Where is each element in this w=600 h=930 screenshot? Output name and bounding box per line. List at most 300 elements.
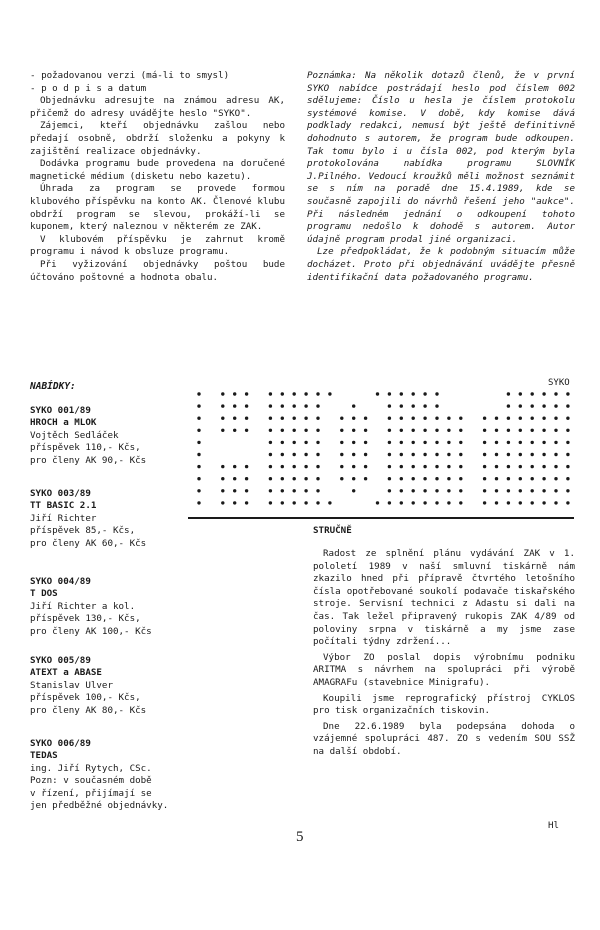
banner-dot xyxy=(459,441,462,444)
banner-dot xyxy=(435,465,438,468)
page-number: 5 xyxy=(296,829,304,845)
banner-dot xyxy=(495,417,498,420)
offer-item xyxy=(30,576,190,638)
dot-matrix-banner xyxy=(194,389,576,511)
banner-dot xyxy=(435,441,438,444)
banner-dot xyxy=(293,441,296,444)
banner-dot xyxy=(495,501,498,504)
banner-dot xyxy=(531,465,534,468)
banner-dot xyxy=(304,417,307,420)
banner-dot xyxy=(364,429,367,432)
banner-dot xyxy=(447,417,450,420)
banner-dot xyxy=(531,453,534,456)
banner-dot xyxy=(483,465,486,468)
banner-label: SYKO xyxy=(548,378,570,388)
banner-dot xyxy=(269,392,272,395)
banner-dot xyxy=(554,417,557,420)
banner-dot xyxy=(388,392,391,395)
banner-dot xyxy=(423,477,426,480)
paragraph: Zájemci, kteří objednávku zašlou nebo předají osobně, obdrží složenku a pokyny k zajištění realizace objednávky. xyxy=(30,120,285,157)
paragraph: Radost ze splnění plánu vydávání ZAK v 1. pololetí 1989 v naší smluvní tiskárně nám zkazilo hned při přípravě čtvrtého letošního čísla opotřebované soukolí podavače tiskařského stroje. Servisní technici z Adastu si dali na čas. Tak ležel připravený rukopis ZAK 4/89 od poloviny srpna v tiskárně a my jsme zase počítali týdny zdržení... xyxy=(313,548,575,648)
banner-dot xyxy=(269,417,272,420)
banner-dot xyxy=(328,501,331,504)
banner-dot xyxy=(269,501,272,504)
banner-dot xyxy=(542,489,545,492)
offer-name: ATEXT a ABASE xyxy=(30,667,102,679)
banner-dot xyxy=(245,417,248,420)
banner-dot xyxy=(400,489,403,492)
banner-dot xyxy=(304,501,307,504)
banner-dot xyxy=(197,429,200,432)
offer-item xyxy=(30,405,190,467)
banner-dot xyxy=(423,404,426,407)
banner-dot xyxy=(245,489,248,492)
banner-dot xyxy=(221,477,224,480)
offer-code: SYKO 005/89 xyxy=(30,655,91,666)
banner-dot xyxy=(566,501,569,504)
banner-dot xyxy=(495,429,498,432)
banner-dot xyxy=(542,404,545,407)
banner-dot xyxy=(269,453,272,456)
paragraph: Koupili jsme reprografický přístroj CYKLOS pro tisk organizačních tiskovin. xyxy=(313,692,575,717)
banner-dot xyxy=(304,441,307,444)
banner-dot xyxy=(554,465,557,468)
banner-dot xyxy=(316,441,319,444)
banner-dot xyxy=(542,392,545,395)
banner-dot xyxy=(447,477,450,480)
banner-dot xyxy=(245,404,248,407)
banner-dot xyxy=(554,489,557,492)
banner-dot xyxy=(412,429,415,432)
banner-dot xyxy=(507,429,510,432)
banner-dot xyxy=(304,404,307,407)
offer-item xyxy=(30,738,190,812)
banner-dot xyxy=(340,477,343,480)
banner-dot xyxy=(197,465,200,468)
banner-dot xyxy=(519,477,522,480)
banner-dot xyxy=(435,429,438,432)
banner-dot xyxy=(352,465,355,468)
banner-dot xyxy=(435,489,438,492)
section-heading: STRUČNĚ xyxy=(313,525,352,536)
offer-item xyxy=(30,655,190,717)
banner-dot xyxy=(269,477,272,480)
banner-dot xyxy=(269,441,272,444)
banner-dot xyxy=(197,453,200,456)
banner-dot xyxy=(435,392,438,395)
offer-line: pro členy AK 100,- Kčs xyxy=(30,625,152,637)
banner-dot xyxy=(447,453,450,456)
banner-dot xyxy=(400,404,403,407)
paragraph: Objednávku adresujte na známou adresu AK, přičemž do adresy uvádějte heslo "SYKO". xyxy=(30,95,285,119)
banner-dot xyxy=(293,429,296,432)
banner-dot xyxy=(197,501,200,504)
banner-dot xyxy=(483,441,486,444)
banner-dot xyxy=(412,477,415,480)
banner-dot xyxy=(542,429,545,432)
banner-dot xyxy=(269,404,272,407)
banner-dot xyxy=(542,501,545,504)
banner-dot xyxy=(554,477,557,480)
banner-dot xyxy=(495,453,498,456)
banner-dot xyxy=(507,441,510,444)
offer-item xyxy=(30,488,190,550)
paragraph: Úhrada za program se provede formou klubového příspěvku na konto AK. Členové klubu obdrží program se slevou, prokáží-li se kuponem, který naleznou v některém ze ZAK. xyxy=(30,183,285,233)
banner-dot xyxy=(400,465,403,468)
news-column-text xyxy=(313,548,575,762)
offer-line: pro členy AK 80,- Kčs xyxy=(30,704,147,716)
banner-dot xyxy=(304,489,307,492)
banner-dot xyxy=(531,441,534,444)
banner-dot xyxy=(388,404,391,407)
banner-dot xyxy=(495,441,498,444)
banner-dot xyxy=(233,429,236,432)
banner-dot xyxy=(483,417,486,420)
banner-dot xyxy=(423,453,426,456)
banner-dot xyxy=(483,489,486,492)
banner-dot xyxy=(364,417,367,420)
banner-dot xyxy=(435,417,438,420)
banner-dot xyxy=(459,489,462,492)
paragraph: - požadovanou verzi (má-li to smysl) xyxy=(30,70,230,81)
banner-dot xyxy=(304,392,307,395)
banner-dot xyxy=(507,465,510,468)
banner-dot xyxy=(423,417,426,420)
banner-dot xyxy=(388,465,391,468)
paragraph: Poznámka: Na několik dotazů členů, že v první SYKO nabídce postrádají heslo pod číslem 002 sdělujeme: Číslo u hesla je číslem protokolu systémové komise. V době, kdy komise dává podklady redakci, nemusí být ještě definitivně dohodnuto s autorem, že program bude odkoupen. Tak tomu bylo i u čísla 002, pod kterým byla protokolována nabídka programu SLOVNÍK J.Pilného. Vedoucí kroužků měli možnost seznámit se s ním na poradě dne 15.4.1989, kde se současně zapojili do návrhů řešení jeho "aukce". Při následném jednání o odkoupení tohoto programu nedošlo k dohodě s autorem. Autor údajně program prodal jiné organizaci. xyxy=(307,70,575,245)
banner-dot xyxy=(447,429,450,432)
banner-dot xyxy=(316,453,319,456)
banner-dot xyxy=(388,453,391,456)
banner-dot xyxy=(197,417,200,420)
paragraph: Dne 22.6.1989 byla podepsána dohoda o vzájemné spolupráci 487. ZO s vedením SOU SSŽ na další období. xyxy=(313,720,575,757)
banner-dot xyxy=(531,477,534,480)
offer-line: příspěvek 110,- Kčs, xyxy=(30,442,141,454)
banner-dot xyxy=(293,453,296,456)
banner-dot xyxy=(364,441,367,444)
offer-name: TT BASIC 2.1 xyxy=(30,500,97,512)
banner-dot xyxy=(328,392,331,395)
banner-dot xyxy=(459,429,462,432)
banner-dot xyxy=(352,477,355,480)
banner-dot xyxy=(412,453,415,456)
banner-dot xyxy=(316,429,319,432)
banner-dot xyxy=(554,429,557,432)
banner-dot xyxy=(388,441,391,444)
banner-dot xyxy=(364,477,367,480)
banner-dot xyxy=(423,441,426,444)
banner-dot xyxy=(412,501,415,504)
banner-dot xyxy=(293,465,296,468)
banner-dot xyxy=(340,441,343,444)
banner-dot xyxy=(304,453,307,456)
banner-dot xyxy=(519,429,522,432)
banner-dot xyxy=(566,392,569,395)
banner-dot xyxy=(459,453,462,456)
banner-dot xyxy=(554,501,557,504)
banner-dot xyxy=(388,501,391,504)
banner-dot xyxy=(316,417,319,420)
banner-dot xyxy=(507,404,510,407)
offer-line: pro členy AK 60,- Kčs xyxy=(30,537,147,549)
banner-dot xyxy=(269,489,272,492)
banner-dot xyxy=(233,477,236,480)
banner-dot xyxy=(316,489,319,492)
banner-dot xyxy=(388,477,391,480)
banner-dot xyxy=(221,501,224,504)
banner-dot xyxy=(423,465,426,468)
offer-line: příspěvek 130,- Kčs, xyxy=(30,613,141,625)
banner-dot xyxy=(269,429,272,432)
banner-dot xyxy=(507,477,510,480)
banner-dot xyxy=(566,441,569,444)
banner-dot xyxy=(566,453,569,456)
banner-dot xyxy=(233,489,236,492)
offer-line: jen předběžné objednávky. xyxy=(30,800,169,812)
banner-dot xyxy=(412,404,415,407)
banner-dot xyxy=(507,501,510,504)
banner-dot xyxy=(423,429,426,432)
banner-dot xyxy=(304,429,307,432)
offer-line: Pozn: v současném době xyxy=(30,775,152,787)
banner-dot xyxy=(412,392,415,395)
banner-dot xyxy=(495,465,498,468)
banner-dot xyxy=(281,429,284,432)
banner-dot xyxy=(412,489,415,492)
banner-dot xyxy=(435,477,438,480)
banner-dot xyxy=(340,453,343,456)
offer-line: příspěvek 85,- Kčs, xyxy=(30,525,136,537)
banner-dot xyxy=(281,392,284,395)
paragraph: Dodávka programu bude provedena na doručené magnetické médium (disketu nebo kazetu). xyxy=(30,158,285,182)
banner-dot xyxy=(388,489,391,492)
offer-line: Vojtěch Sedláček xyxy=(30,429,119,441)
banner-dot xyxy=(221,489,224,492)
banner-dot xyxy=(531,417,534,420)
offer-line: Jiří Richter a kol. xyxy=(30,600,136,612)
banner-dot xyxy=(340,429,343,432)
offer-code: SYKO 004/89 xyxy=(30,576,91,587)
banner-dot xyxy=(483,453,486,456)
banner-dot xyxy=(233,392,236,395)
banner-dot xyxy=(507,489,510,492)
banner-dot xyxy=(566,404,569,407)
banner-dot xyxy=(233,417,236,420)
banner-dot xyxy=(412,441,415,444)
banner-dot xyxy=(281,404,284,407)
banner-dot xyxy=(352,441,355,444)
banner-dot xyxy=(495,477,498,480)
banner-dot xyxy=(352,417,355,420)
banner-dot xyxy=(221,429,224,432)
banner-dot xyxy=(519,392,522,395)
banner-dot xyxy=(281,441,284,444)
banner-dot xyxy=(352,404,355,407)
banner-dot xyxy=(364,465,367,468)
banner-dot xyxy=(293,392,296,395)
banner-dot xyxy=(519,453,522,456)
banner-dot xyxy=(221,417,224,420)
banner-dot xyxy=(340,465,343,468)
banner-dot xyxy=(400,417,403,420)
offer-name: T DOS xyxy=(30,588,58,600)
banner-dot xyxy=(531,392,534,395)
banner-dot xyxy=(364,453,367,456)
offer-code: SYKO 001/89 xyxy=(30,405,91,416)
banner-dot xyxy=(554,392,557,395)
banner-dot xyxy=(197,441,200,444)
offer-line: ing. Jiří Rytych, CSc. xyxy=(30,762,152,774)
banner-dot xyxy=(245,429,248,432)
banner-dot xyxy=(400,392,403,395)
banner-dot xyxy=(352,453,355,456)
banner-dot xyxy=(507,453,510,456)
banner-dot xyxy=(233,404,236,407)
banner-dot xyxy=(495,489,498,492)
offers-heading: NABÍDKY: xyxy=(30,381,76,392)
banner-dot xyxy=(340,417,343,420)
banner-dot xyxy=(531,501,534,504)
banner-dot xyxy=(400,441,403,444)
banner-dot xyxy=(352,429,355,432)
banner-dot xyxy=(435,404,438,407)
banner-dot xyxy=(554,441,557,444)
banner-dot xyxy=(542,465,545,468)
offer-line: v řízení, přijímají se xyxy=(30,787,152,799)
banner-dot xyxy=(447,465,450,468)
offer-line: pro členy AK 90,- Kčs xyxy=(30,454,147,466)
banner-dot xyxy=(316,501,319,504)
banner-dot xyxy=(447,441,450,444)
banner-dot xyxy=(554,404,557,407)
banner-dot xyxy=(531,429,534,432)
banner-dot xyxy=(412,417,415,420)
offer-name: TEDAS xyxy=(30,750,58,762)
banner-dot xyxy=(400,477,403,480)
banner-dot xyxy=(304,465,307,468)
offer-line: Jiří Richter xyxy=(30,512,97,524)
banner-dot xyxy=(400,453,403,456)
banner-dot xyxy=(519,441,522,444)
section-divider xyxy=(188,517,574,519)
paragraph: Lze předpokládat, že k podobným situacím může docházet. Proto při objednávání uvádějte přesně identifikační data požadovaného programu. xyxy=(307,246,575,283)
offer-line: příspěvek 100,- Kčs, xyxy=(30,692,141,704)
banner-dot xyxy=(459,501,462,504)
banner-dot xyxy=(293,489,296,492)
banner-dot xyxy=(554,453,557,456)
banner-dot xyxy=(197,489,200,492)
banner-dot xyxy=(566,489,569,492)
banner-dot xyxy=(388,417,391,420)
banner-dot xyxy=(459,417,462,420)
banner-dot xyxy=(566,465,569,468)
banner-dot xyxy=(519,501,522,504)
banner-dot xyxy=(388,429,391,432)
banner-dot xyxy=(423,392,426,395)
banner-dot xyxy=(459,465,462,468)
banner-dot xyxy=(400,501,403,504)
paragraph: V klubovém příspěvku je zahrnut kromě programu i návod k obsluze programu. xyxy=(30,233,285,258)
banner-dot xyxy=(483,501,486,504)
banner-dot xyxy=(281,453,284,456)
banner-dot xyxy=(519,404,522,407)
author-signature: Hl xyxy=(548,820,560,831)
banner-dot xyxy=(316,404,319,407)
banner-dot xyxy=(233,465,236,468)
banner-dot xyxy=(542,477,545,480)
banner-dot xyxy=(423,489,426,492)
banner-dot xyxy=(281,465,284,468)
banner-dot xyxy=(316,392,319,395)
banner-dot xyxy=(507,417,510,420)
banner-dot xyxy=(293,501,296,504)
banner-dot xyxy=(245,392,248,395)
banner-dot xyxy=(376,392,379,395)
banner-dot xyxy=(459,477,462,480)
paragraph: Při vyžizování objednávky poštou bude účtováno poštovné a hodnota obalu. xyxy=(30,258,285,283)
banner-dot xyxy=(519,489,522,492)
banner-dot xyxy=(197,477,200,480)
banner-dot xyxy=(483,477,486,480)
banner-dot xyxy=(423,501,426,504)
banner-dot xyxy=(293,417,296,420)
banner-dot xyxy=(197,404,200,407)
banner-dot xyxy=(281,477,284,480)
banner-dot xyxy=(293,404,296,407)
banner-dot xyxy=(281,489,284,492)
banner-dot xyxy=(221,465,224,468)
banner-dot xyxy=(245,501,248,504)
banner-dot xyxy=(531,404,534,407)
banner-dot xyxy=(245,465,248,468)
banner-dot xyxy=(221,392,224,395)
banner-dot xyxy=(447,501,450,504)
banner-dot xyxy=(352,489,355,492)
banner-dot xyxy=(435,453,438,456)
offer-code: SYKO 006/89 xyxy=(30,738,91,749)
offer-code: SYKO 003/89 xyxy=(30,488,91,499)
offer-name: HROCH a MLOK xyxy=(30,417,97,429)
note-column-text xyxy=(307,70,575,284)
banner-dot xyxy=(566,417,569,420)
banner-dot xyxy=(316,465,319,468)
banner-dot xyxy=(435,501,438,504)
banner-dot xyxy=(507,392,510,395)
banner-dot xyxy=(542,441,545,444)
banner-dot xyxy=(376,501,379,504)
banner-dot xyxy=(412,465,415,468)
banner-dot xyxy=(304,477,307,480)
banner-dot xyxy=(483,429,486,432)
banner-dot xyxy=(316,477,319,480)
banner-dot xyxy=(245,477,248,480)
banner-dot xyxy=(566,429,569,432)
offer-line: Stanislav Ulver xyxy=(30,679,113,691)
banner-dot xyxy=(281,417,284,420)
banner-dot xyxy=(281,501,284,504)
paragraph: - p o d p i s a datum xyxy=(30,82,147,94)
banner-dot xyxy=(269,465,272,468)
banner-dot xyxy=(293,477,296,480)
paragraph: Výbor ZO poslal dopis výrobnímu podniku ARITMA s návrhem na spolupráci při výrobě AMAGRAFu (stavebnice Minigrafu). xyxy=(313,651,575,688)
banner-dot xyxy=(221,404,224,407)
left-column-text xyxy=(30,70,285,284)
banner-dot xyxy=(233,501,236,504)
banner-dot xyxy=(447,489,450,492)
banner-dot xyxy=(519,465,522,468)
banner-dot xyxy=(400,429,403,432)
banner-dot xyxy=(542,453,545,456)
